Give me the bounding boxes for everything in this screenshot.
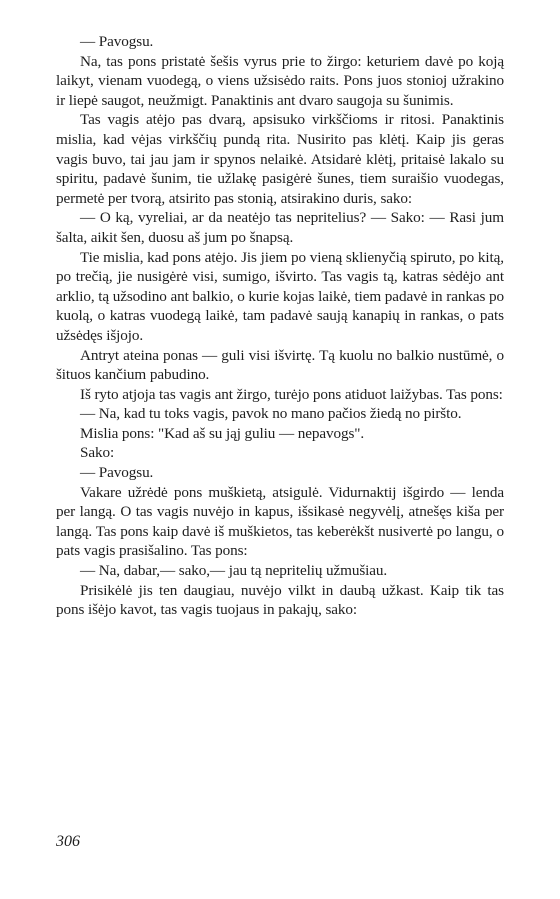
paragraph: — Pavogsu. bbox=[80, 33, 154, 50]
paragraph: Mislia pons: "Kad aš su jąj guliu — nepavogs". bbox=[80, 424, 365, 442]
paragraph: Vakare užrėdė pons muškietą, atsigulė. Vidurnaktij išgirdo — lenda per langą. O tas vagis nuvėjo in kapus, išsikasė negyvėlį, atnešęs kiša per langą. Tas pons kaip davė iš muškietos, tas keberėkšt nusivertė po langu, o pats vagis prasišalino. Tas pons: bbox=[56, 483, 504, 560]
paragraph: Na, tas pons pristatė šešis vyrus prie to žirgo: keturiem davė po koją laikyt, vienam vuodegą, o viens užsisėdo raits. Pons juos stonioj užrakino ir liepė saugot, neužmigt. Panaktinis ant dvaro saugoja su šunimis. bbox=[56, 52, 504, 109]
paragraph: — O ką, vyreliai, ar da neatėjo tas nepritelius? — Sako: — Rasi jum šalta, aikit šen, duosu aš jum po šnapsą. bbox=[56, 209, 504, 246]
paragraph: — Pavogsu. bbox=[80, 464, 154, 482]
body-text bbox=[56, 32, 504, 620]
paragraph: — Na, dabar,— sako,— jau tą nepritelių užmušiau. bbox=[80, 562, 388, 580]
paragraph: Iš ryto atjoja tas vagis ant žirgo, turėjo pons atiduot laižybas. Tas pons: bbox=[80, 385, 503, 403]
paragraph: Prisikėlė jis ten daugiau, nuvėjo vilkt in daubą užkast. Kaip tik tas pons išėjo kavot, tas vagis tuojaus in pakajų, sako: bbox=[56, 581, 504, 619]
paragraph: Antryt ateina ponas — guli visi išvirtę. Tą kuolu no balkio nustūmė, o šituos kančium pabudino. bbox=[56, 346, 504, 384]
paragraph: — Na, kad tu toks vagis, pavok no mano pačios žiedą no piršto. bbox=[80, 405, 462, 423]
page-number: 306 bbox=[56, 833, 80, 850]
paragraph: Tas vagis atėjo pas dvarą, apsisuko virkščioms ir ritosi. Panaktinis mislia, kad vėjas virkščių pundą rita. Nusirito pas klėtį. Kaip jis geras vagis buvo, tai jau jam ir spynos nelaikė. Atsidarė klėtį, pritaisė lakalo su spiritu, padavė šunim, tie užlakę pasigėrė šunes, tiem suraišio vuodegas, permetė per tvorą, atsirito pas stonią, atsirakino duris, sako: bbox=[56, 111, 504, 207]
paragraph: Tie mislia, kad pons atėjo. Jis jiem po vieną sklienyčią spiruto, po kitą, po trečią, jie nusigėrė visi, sumigo, išvirto. Tas vagis tą, katras sėdėjo ant arklio, tą užsodino ant balkio, o kurie kojas laikė, tiem padavė in rankas po kuolą, o katras vuodegą laikė, tam padavė saują kanapių in rankas, o pats užsėdęs išjojo. bbox=[56, 248, 504, 344]
paragraph: Sako: bbox=[80, 444, 115, 462]
